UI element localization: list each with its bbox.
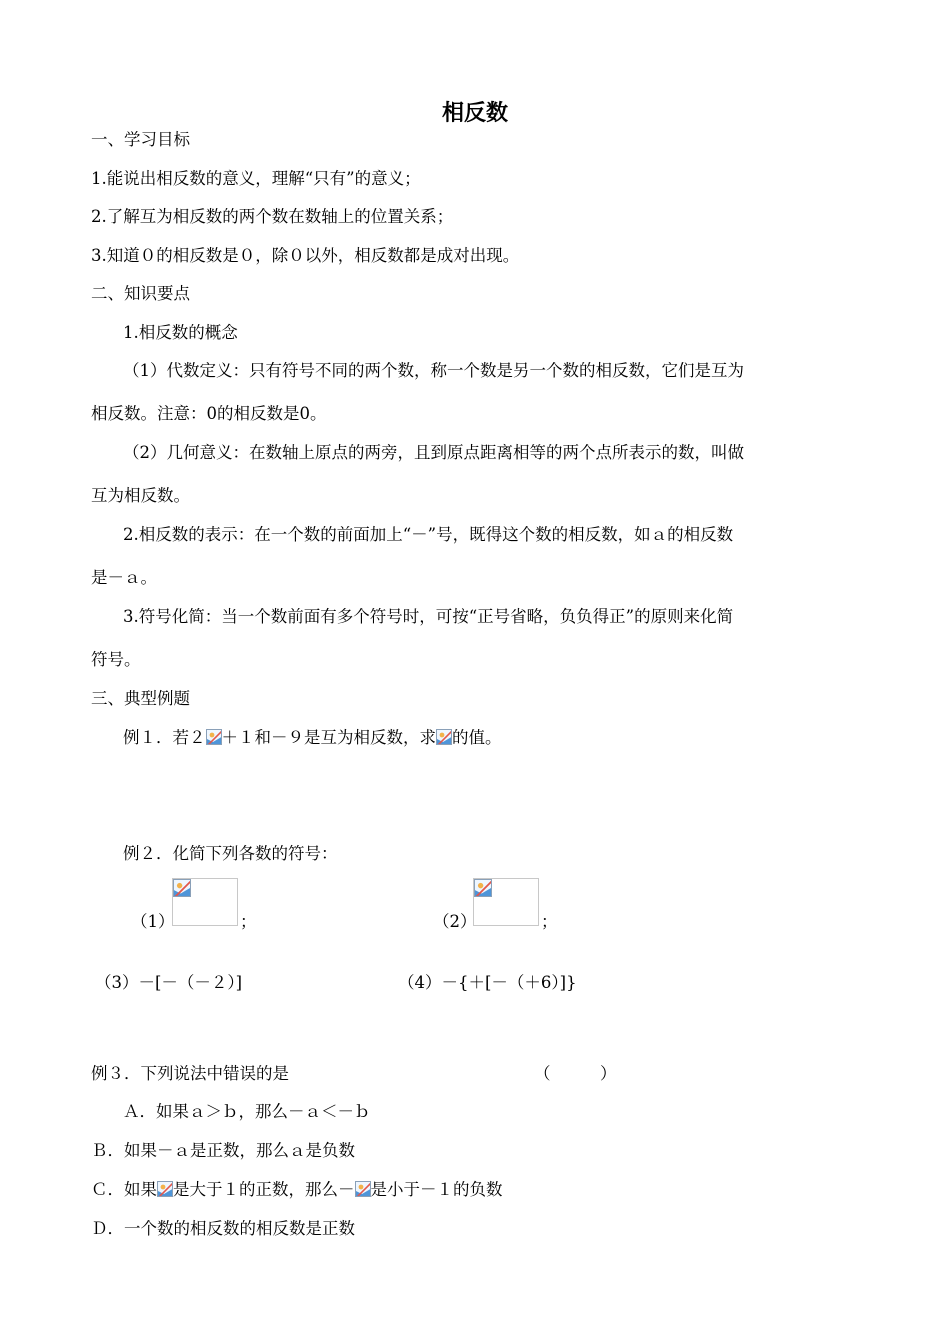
knowledge-2-line2: 是－ａ。 — [91, 568, 157, 587]
example-3-heading: 例３．下列说法中错误的是 — [91, 1064, 289, 1083]
broken-image-icon — [157, 1181, 173, 1197]
goal-1: 1.能说出相反数的意义，理解“只有”的意义； — [91, 169, 421, 188]
page-title: 相反数 — [441, 101, 508, 126]
option-c — [91, 1179, 503, 1201]
knowledge-heading: 二、知识要点 — [91, 284, 190, 303]
option-b: Ｂ．如果－ａ是正数，那么ａ是负数 — [91, 1141, 355, 1160]
option-d: Ｄ．一个数的相反数的相反数是正数 — [91, 1219, 355, 1238]
broken-image-icon — [355, 1181, 371, 1197]
examples-heading: 三、典型例题 — [91, 689, 190, 708]
image-placeholder — [473, 878, 539, 926]
knowledge-2-line1: 2.相反数的表示：在一个数的前面加上“－”号，既得这个数的相反数，如ａ的相反数 — [123, 525, 734, 544]
image-placeholder — [172, 878, 238, 926]
option-a: Ａ．如果ａ＞ｂ，那么－ａ＜－ｂ — [123, 1102, 371, 1121]
example-1 — [123, 727, 502, 749]
broken-image-icon — [436, 729, 452, 745]
example-2-item-3: （3）－[－（－２）] — [95, 973, 243, 992]
goal-3: 3.知道０的相反数是０，除０以外，相反数都是成对出现。 — [91, 246, 520, 265]
example-2-item-1-label: （1） — [131, 912, 175, 931]
example-2-item-1-semicolon: ； — [240, 912, 257, 931]
goal-2: 2.了解互为相反数的两个数在数轴上的位置关系； — [91, 207, 454, 226]
knowledge-1-para2-line2: 互为相反数。 — [91, 486, 190, 505]
knowledge-3-line2: 符号。 — [91, 650, 141, 669]
knowledge-1-para1-line2: 相反数。注意：0的相反数是0。 — [91, 404, 327, 423]
example-2-heading: 例２．化简下列各数的符号： — [123, 844, 338, 863]
example-1-text-1: 例１．若２ — [123, 728, 206, 747]
example-2-item-2-semicolon: ； — [541, 912, 558, 931]
knowledge-1-para1-line1: （1）代数定义：只有符号不同的两个数，称一个数是另一个数的相反数，它们是互为 — [123, 361, 744, 380]
example-2-item-2-label: （2） — [433, 912, 477, 931]
example-2-item-4: （4）－{＋[－（＋6）]} — [398, 973, 577, 992]
example-1-text-3: 的值。 — [452, 728, 502, 747]
broken-image-icon — [474, 879, 492, 897]
goals-heading: 一、学习目标 — [91, 130, 190, 149]
broken-image-icon — [173, 879, 191, 897]
knowledge-3-line1: 3.符号化简：当一个数前面有多个符号时，可按“正号省略，负负得正”的原则来化简 — [123, 607, 734, 626]
answer-bracket: （ ） — [534, 1064, 617, 1083]
example-1-text-2: ＋１和－９是互为相反数，求 — [221, 728, 436, 747]
option-c-text-2: 是大于１的正数，那么－ — [173, 1180, 355, 1199]
option-c-text-1: Ｃ．如果 — [91, 1180, 157, 1199]
broken-image-icon — [206, 729, 222, 745]
knowledge-1-title: 1.相反数的概念 — [123, 323, 238, 342]
knowledge-1-para2-line1: （2）几何意义：在数轴上原点的两旁，且到原点距离相等的两个点所表示的数，叫做 — [123, 443, 744, 462]
option-c-text-3: 是小于－１的负数 — [370, 1180, 503, 1199]
